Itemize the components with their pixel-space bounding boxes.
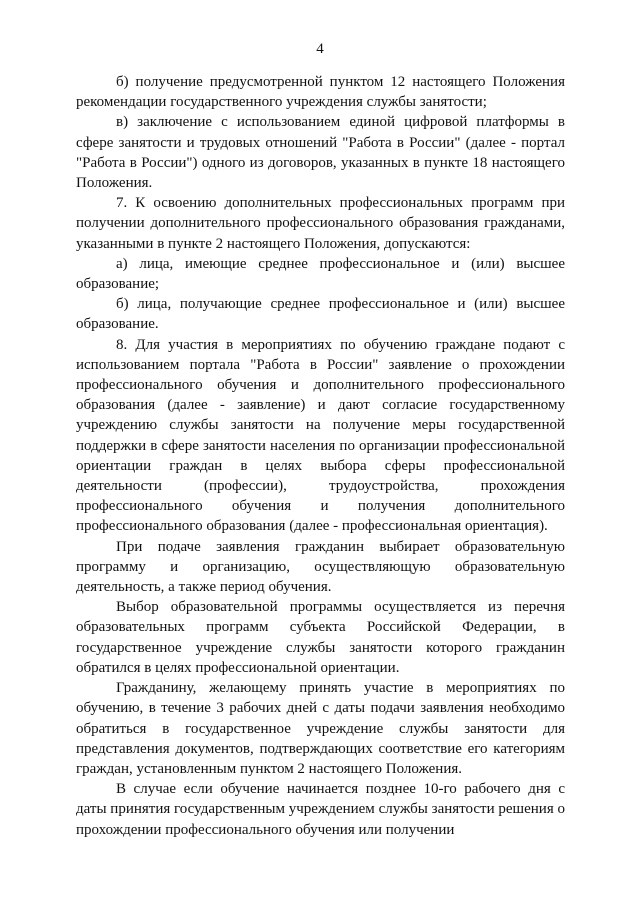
- document-body: [76, 72, 565, 840]
- paragraph-8: 8. Для участия в мероприятиях по обучению граждане подают с использованием портала "Работа в России" заявление о прохождении профессионального обучения и дополнительного профессионального образования (далее - заявление) и дают согласие государственному учреждению службы занятости на получение меры государственной поддержки в сфере занятости населения по организации профессиональной ориентации граждан в целях выбора сферы профессиональной деятельности (профессии), трудоустройства, прохождения профессионального обучения и получения дополнительного профессионального образования (далее - профессиональная ориентация).: [76, 336, 565, 535]
- paragraph-6v: в) заключение с использованием единой цифровой платформы в сфере занятости и трудовых отношений "Работа в России" (далее - портал "Работа в России") одного из договоров, указанных в пункте 18 настоящего Положения.: [76, 114, 565, 192]
- paragraph-training-start: В случае если обучение начинается позднее 10-го рабочего дня с даты принятия государственным учреждением службы занятости решения о прохождении профессионального обучения или получении: [76, 781, 565, 838]
- paragraph-7: 7. К освоению дополнительных профессиональных программ при получении дополнительного профессионального образования гражданами, указанными в пункте 2 настоящего Положения, допускаются:: [76, 195, 565, 252]
- paragraph-program-selection: Выбор образовательной программы осуществляется из перечня образовательных программ субъекта Российской Федерации, в государственное учреждение службы занятости которого гражданин обратился в целях профессиональной ориентации.: [76, 599, 565, 676]
- paragraph-application-choice: При подаче заявления гражданин выбирает образовательную программу и организацию, осуществляющую образовательную деятельность, а также период обучения.: [76, 538, 565, 596]
- page-number: 4: [316, 41, 324, 57]
- paragraph-documents-submission: Гражданину, желающему принять участие в мероприятиях по обучению, в течение 3 рабочих дней с даты подачи заявления необходимо обратиться в государственное учреждение службы занятости для представления документов, подтверждающих соответствие его категориям граждан, установленным пунктом 2 настоящего Положения.: [76, 680, 565, 777]
- paragraph-6b: б) получение предусмотренной пунктом 12 настоящего Положения рекомендации государственного учреждения службы занятости;: [76, 74, 565, 111]
- paragraph-7a: а) лица, имеющие среднее профессиональное и (или) высшее образование;: [76, 255, 565, 293]
- paragraph-7b: б) лица, получающие среднее профессиональное и (или) высшее образование.: [76, 296, 565, 333]
